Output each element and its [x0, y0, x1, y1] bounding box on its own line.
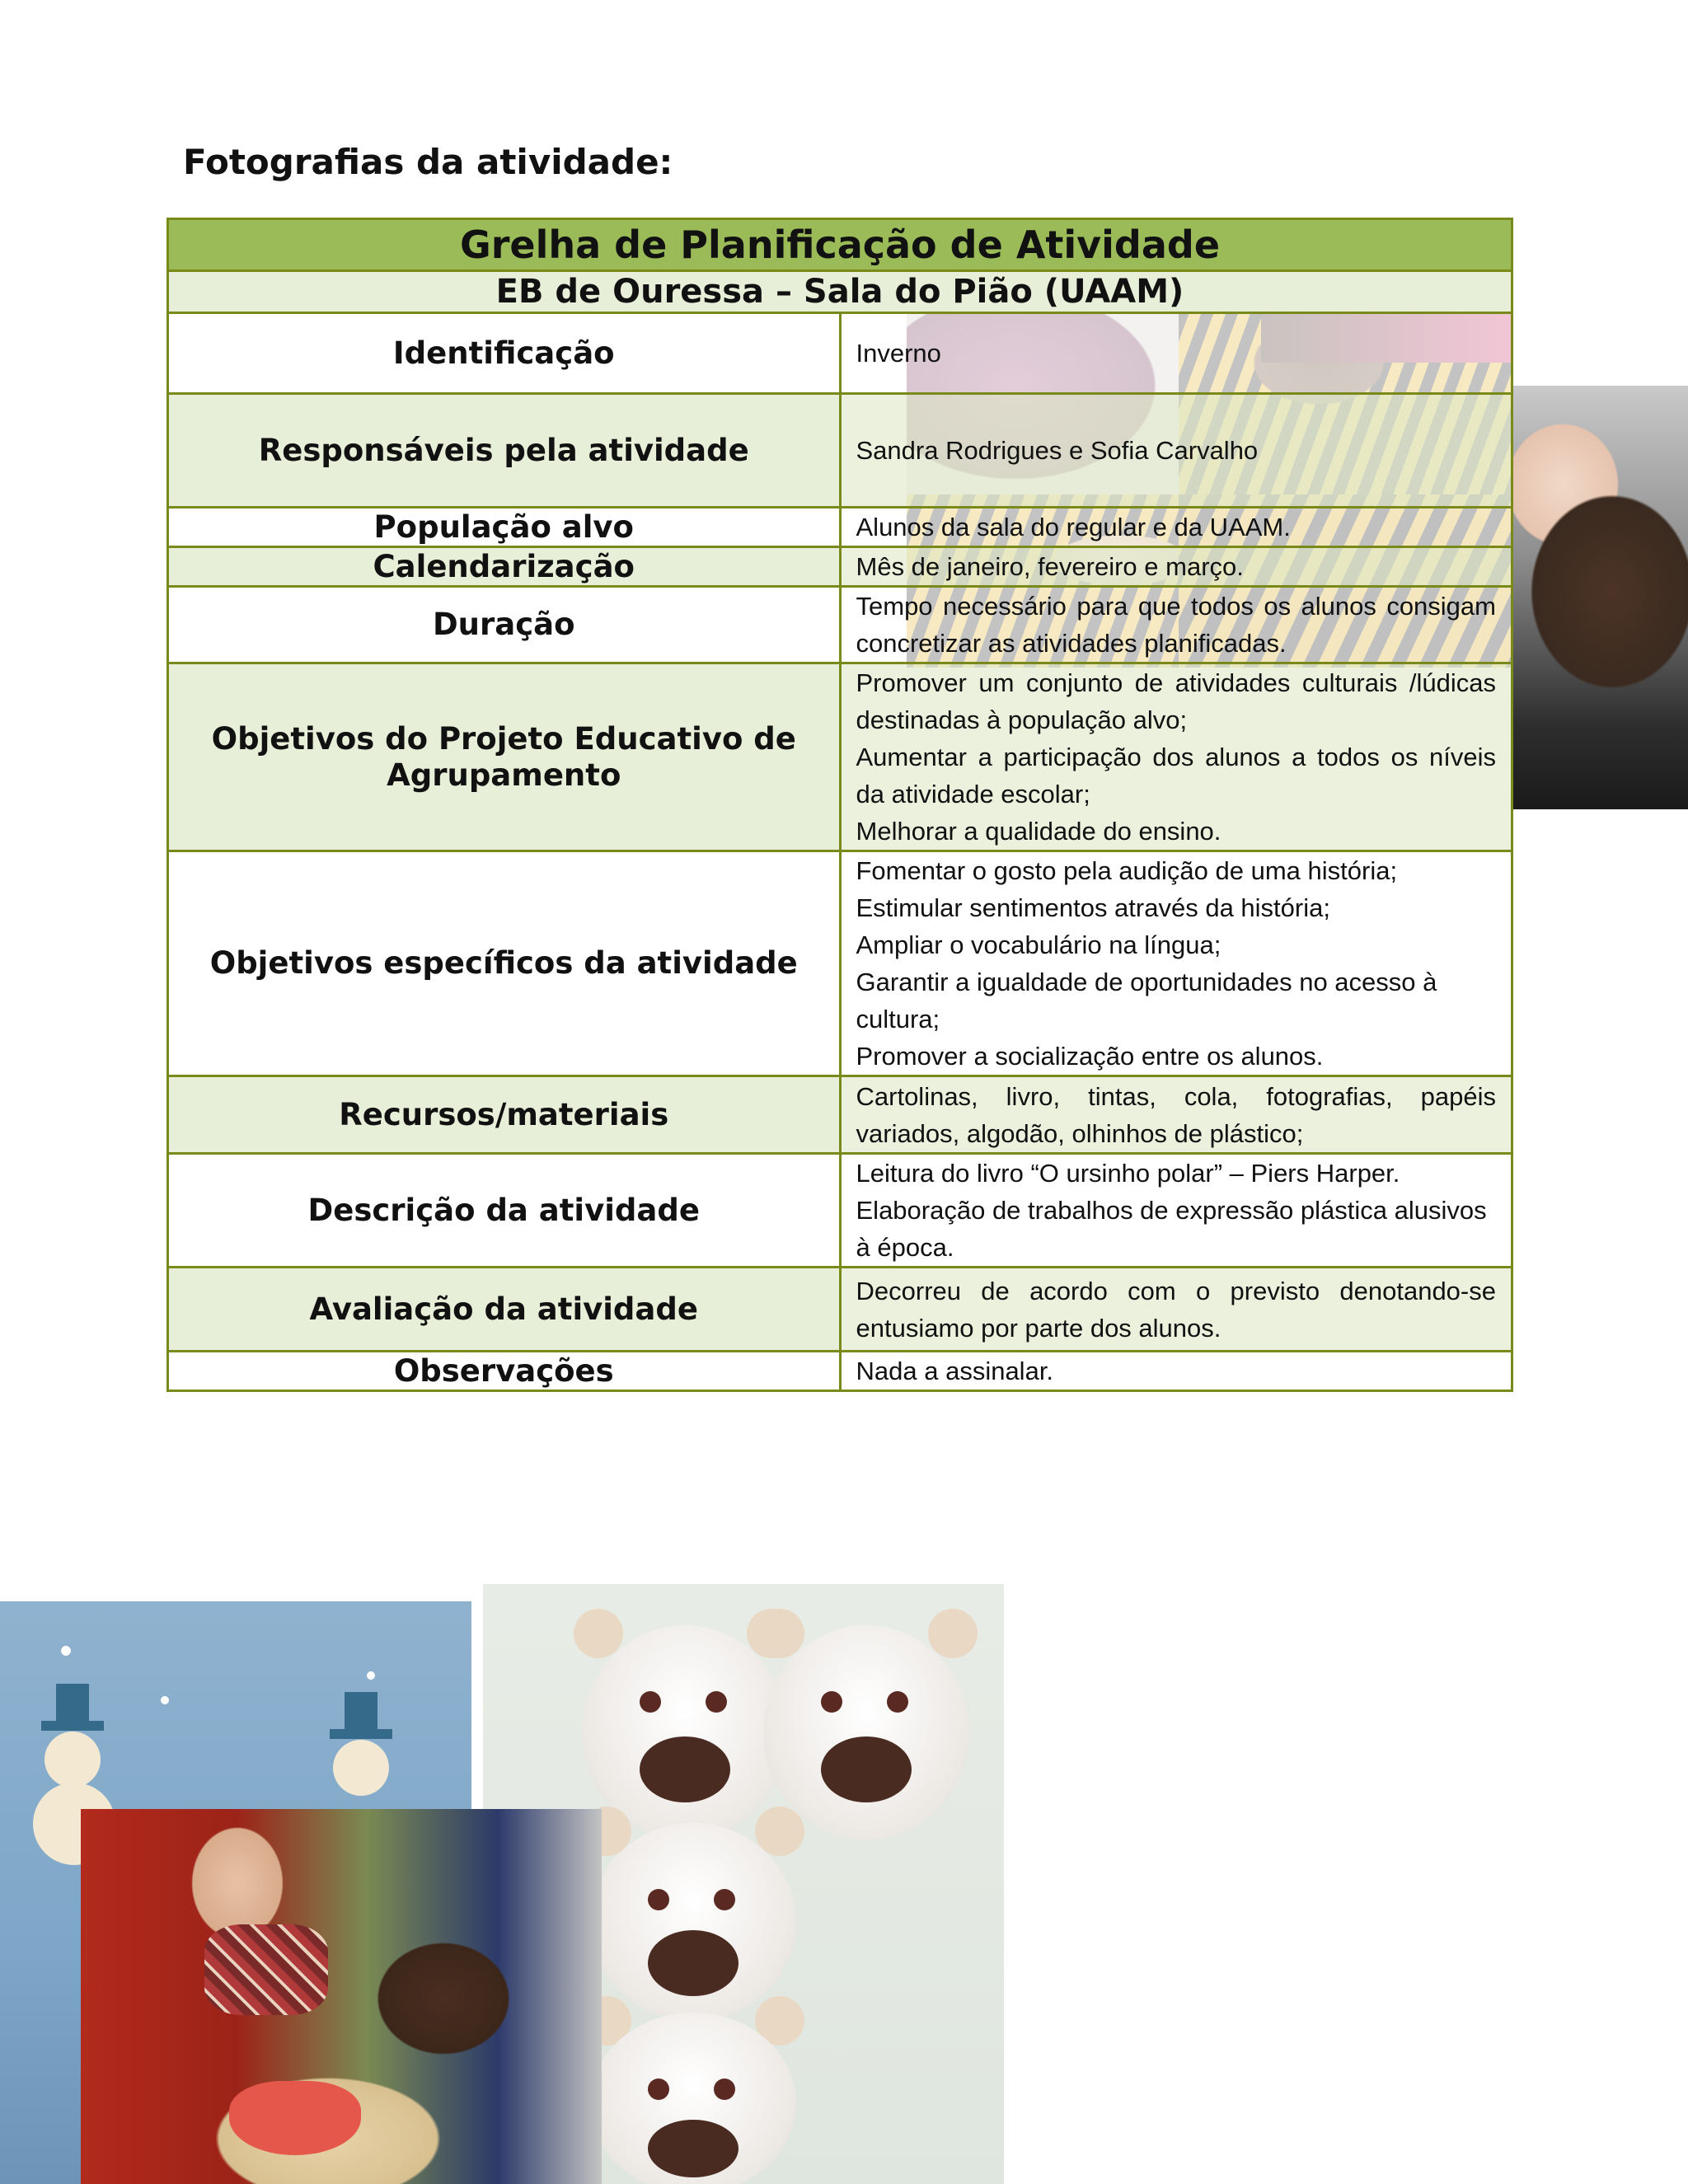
- photo-scarf: [204, 1924, 328, 2015]
- row-value: [840, 547, 1512, 587]
- row-responsaveis: [168, 394, 1512, 508]
- activity-photo-teacher-and-child: [81, 1809, 602, 2184]
- grid-title: Grelha de Planificação de Atividade: [168, 219, 1512, 271]
- row-label: Descrição da atividade: [168, 1154, 841, 1268]
- row-value: [840, 663, 1512, 851]
- row-identificacao: [168, 313, 1512, 394]
- value-line: Garantir a igualdade de oportunidades no acesso à cultura;: [856, 968, 1437, 1033]
- row-value: [840, 508, 1512, 547]
- page-heading: Fotografias da atividade:: [183, 142, 673, 182]
- row-duracao: [168, 587, 1512, 663]
- value-line: Melhorar a qualidade do ensino.: [856, 817, 1221, 846]
- row-populacao-alvo: [168, 508, 1512, 547]
- row-avaliacao: [168, 1268, 1512, 1352]
- row-value: [840, 394, 1512, 508]
- value-line: Sandra Rodrigues e Sofia Carvalho: [856, 436, 1259, 465]
- value-line: Inverno: [856, 339, 941, 368]
- value-line: Tempo necessário para que todos os alunos consigam concretizar as atividades planificadas.: [856, 592, 1496, 658]
- row-label: Calendarização: [168, 547, 841, 587]
- value-line: Nada a assinalar.: [856, 1357, 1054, 1385]
- activity-planning-grid: [166, 218, 1513, 1392]
- value-line: Leitura do livro “O ursinho polar” – Piers Harper.: [856, 1159, 1400, 1188]
- value-line: Promover a socialização entre os alunos.: [856, 1042, 1324, 1071]
- value-line: Alunos da sala do regular e da UAAM.: [856, 513, 1291, 541]
- row-label: Observações: [168, 1352, 841, 1391]
- row-value: [840, 587, 1512, 663]
- grid-subtitle: EB de Ouressa – Sala do Pião (UAAM): [168, 271, 1512, 313]
- row-value: [840, 1154, 1512, 1268]
- value-line: Mês de janeiro, fevereiro e março.: [856, 552, 1244, 581]
- row-value: [840, 1076, 1512, 1154]
- value-line: Promover um conjunto de atividades culturais /lúdicas destinadas à população alvo;: [856, 668, 1496, 734]
- row-descricao: [168, 1154, 1512, 1268]
- row-value: [840, 851, 1512, 1076]
- row-label: População alvo: [168, 508, 841, 547]
- activity-photo-child-closeup: [1513, 386, 1688, 809]
- row-label: Recursos/materiais: [168, 1076, 841, 1154]
- grid-title-row: [168, 219, 1512, 271]
- grid-subtitle-row: [168, 271, 1512, 313]
- row-label: Duração: [168, 587, 841, 663]
- row-objetivos-projeto: [168, 663, 1512, 851]
- photo-handprint-craft: [229, 2081, 361, 2155]
- row-observacoes: [168, 1352, 1512, 1391]
- row-value: [840, 313, 1512, 394]
- row-recursos: [168, 1076, 1512, 1154]
- row-calendarizacao: [168, 547, 1512, 587]
- value-line: Elaboração de trabalhos de expressão plástica alusivos à época.: [856, 1196, 1487, 1262]
- row-label: Avaliação da atividade: [168, 1268, 841, 1352]
- row-value: [840, 1268, 1512, 1352]
- row-value: [840, 1352, 1512, 1391]
- value-line: Estimular sentimentos através da história;: [856, 893, 1330, 922]
- value-line: Aumentar a participação dos alunos a todos os níveis da atividade escolar;: [856, 743, 1496, 808]
- row-label: Identificação: [168, 313, 841, 394]
- row-label: Responsáveis pela atividade: [168, 394, 841, 508]
- row-label: Objetivos específicos da atividade: [168, 851, 841, 1076]
- row-label: Objetivos do Projeto Educativo de Agrupamento: [168, 663, 841, 851]
- row-objetivos-especificos: [168, 851, 1512, 1076]
- value-line: Ampliar o vocabulário na língua;: [856, 930, 1221, 959]
- value-line: Decorreu de acordo com o previsto denotando-se entusiamo por parte dos alunos.: [856, 1276, 1496, 1343]
- value-line: Cartolinas, livro, tintas, cola, fotografias, papéis variados, algodão, olhinhos de plástico;: [856, 1081, 1496, 1148]
- value-line: Fomentar o gosto pela audição de uma história;: [856, 856, 1398, 885]
